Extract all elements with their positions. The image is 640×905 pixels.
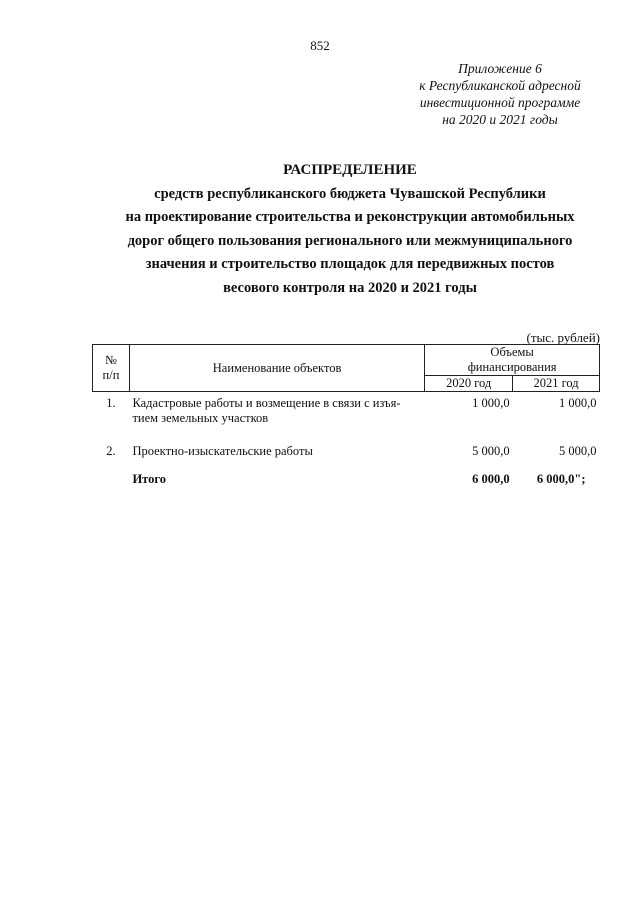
header-volumes-line: Объемы [490,345,534,359]
header-year-2020: 2020 год [425,376,513,392]
row-name-line: тием земельных участков [132,411,269,425]
appendix-line: Приложение 6 [458,61,542,76]
table-row [93,392,600,433]
page-number: 852 [310,38,330,53]
title-line: средств республиканского бюджета Чувашской Республики [154,185,546,202]
header-name: Наименование объектов [129,345,424,392]
table-row [93,432,600,460]
header-year-2021: 2021 год [513,376,600,392]
total-label: Итого [132,472,167,486]
appendix-note [400,60,600,128]
row-number: 1. [106,396,116,410]
appendix-line: к Республиканской адресной [419,78,581,93]
document-title [80,159,620,300]
row-name-line: Кадастровые работы и возмещение в связи с изъя- [132,396,401,410]
header-volumes [425,345,600,376]
appendix-line: инвестиционной программе [419,95,581,110]
table-total-row [93,460,600,487]
allocation-table [92,344,600,487]
title-line: на проектирование строительства и реконструкции автомобильных [125,209,575,225]
total-value-2021: 6 000,0"; [536,472,586,486]
header-number [93,345,130,392]
row-value-2021: 5 000,0 [559,444,597,458]
row-name [129,392,424,433]
header-volumes-line: финансирования [467,360,557,374]
row-value-2021: 1 000,0 [559,396,597,410]
appendix-line: на 2020 и 2021 годы [442,112,558,127]
title-line: дорог общего пользования регионального или межмуниципального [127,232,573,249]
row-number: 2. [106,444,116,458]
units-label: (тыс. рублей) [526,330,600,345]
row-value-2020: 1 000,0 [472,396,510,410]
header-number-line: № [105,353,117,367]
row-name: Проектно-изыскательские работы [132,444,313,458]
title-line: значения и строительство площадок для передвижных постов [145,256,555,272]
total-empty-cell [93,460,130,487]
title-main: РАСПРЕДЕЛЕНИЕ [283,162,417,178]
total-value-2020: 6 000,0 [472,472,510,486]
title-line: весового контроля на 2020 и 2021 годы [223,279,477,296]
row-value-2020: 5 000,0 [472,444,510,458]
header-number-line: п/п [102,368,120,382]
